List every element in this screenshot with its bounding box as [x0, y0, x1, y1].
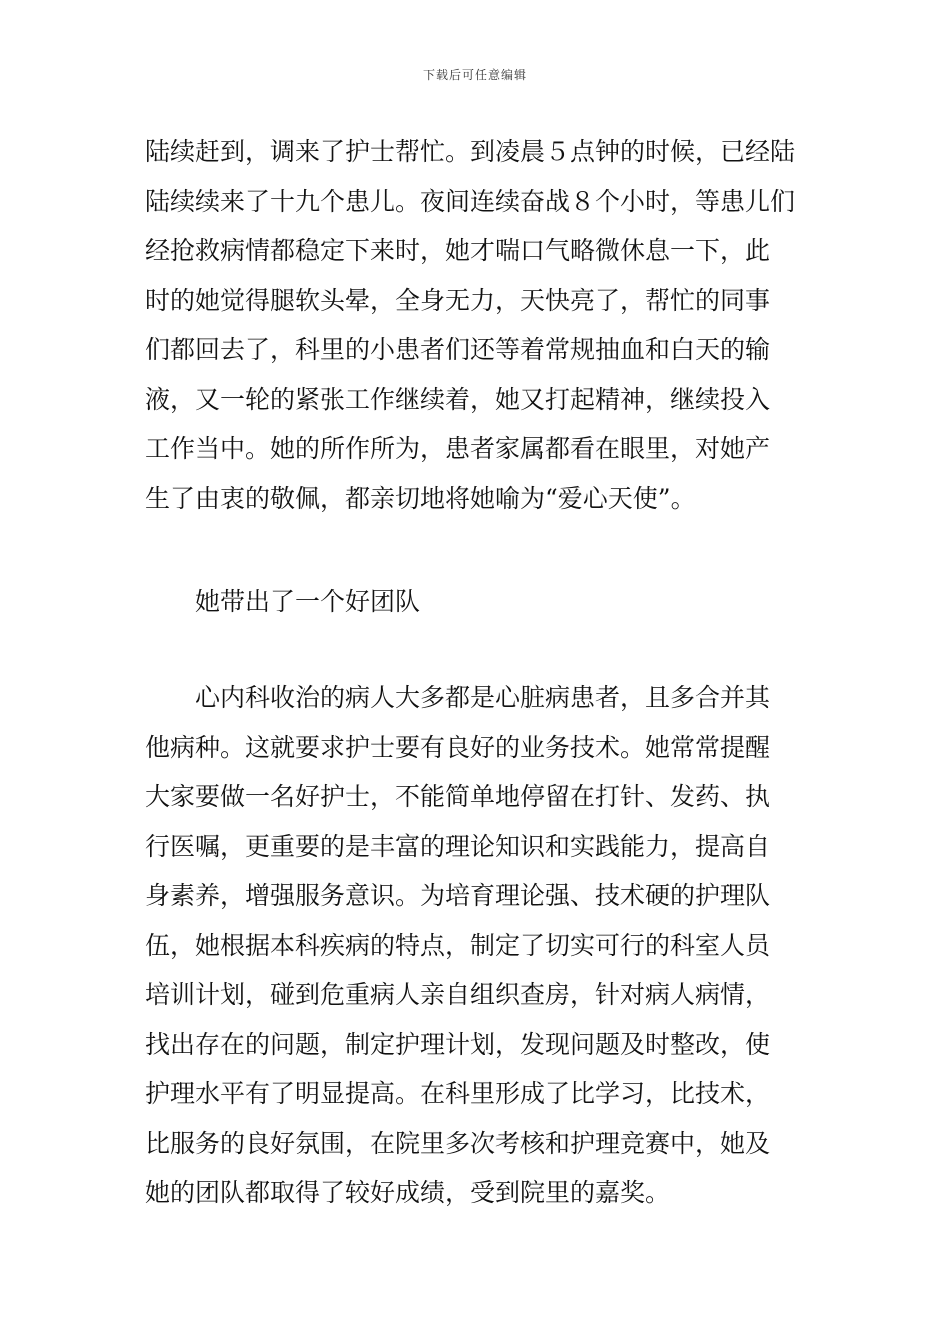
- text-line: 她的团队都取得了较好成绩，受到院里的嘉奖。: [145, 1178, 671, 1207]
- text-line: 生了由衷的敬佩，都亲切地将她喻为“爱心天使”。: [145, 483, 696, 513]
- paragraph-2: [145, 673, 810, 1218]
- text-line: 陆续赶到，调来了护士帮忙。到凌晨５点钟的时候，已经陆: [145, 137, 796, 166]
- text-line: 工作当中。她的所作所为，患者家属都看在眼里，对她产: [145, 434, 771, 463]
- text-line: 陆续续来了十九个患儿。夜间连续奋战８个小时，等患儿们: [145, 186, 796, 216]
- text-line: 身素养，增强服务意识。为培育理论强、技术硬的护理队: [145, 881, 771, 910]
- text-line: 找出存在的问题，制定护理计划，发现问题及时整改，使: [145, 1029, 771, 1059]
- text-line: 行医嘱，更重要的是丰富的理论知识和实践能力，提高自: [145, 831, 771, 861]
- text-line: 时的她觉得腿软头晕，全身无力，天快亮了，帮忙的同事: [145, 285, 771, 315]
- text-line: 比服务的良好氛围，在院里多次考核和护理竞赛中，她及: [145, 1128, 771, 1158]
- text-line: 心内科收治的病人大多都是心脏病患者，且多合并其: [195, 683, 771, 712]
- text-line: 液，又一轮的紧张工作继续着，她又打起精神，继续投入: [145, 384, 771, 414]
- paragraph-1: [145, 127, 810, 523]
- section-heading-text: 她带出了一个好团队: [195, 587, 421, 616]
- text-line: 大家要做一名好护士，不能简单地停留在打针、发药、执: [145, 782, 771, 811]
- text-line: 他病种。这就要求护士要有良好的业务技术。她常常提醒: [145, 732, 771, 762]
- page-header: 下载后可任意编辑: [422, 68, 527, 82]
- text-line: 们都回去了，科里的小患者们还等着常规抽血和白天的输: [145, 335, 771, 364]
- text-line: 经抢救病情都稳定下来时，她才喘口气略微休息一下，此: [145, 236, 771, 265]
- section-heading: [145, 577, 810, 627]
- text-line: 伍，她根据本科疾病的特点，制定了切实可行的科室人员: [145, 930, 771, 960]
- text-line: 培训计划，碰到危重病人亲自组织查房，针对病人病情，: [145, 980, 771, 1009]
- text-line: 护理水平有了明显提高。在科里形成了比学习，比技术，: [145, 1079, 771, 1108]
